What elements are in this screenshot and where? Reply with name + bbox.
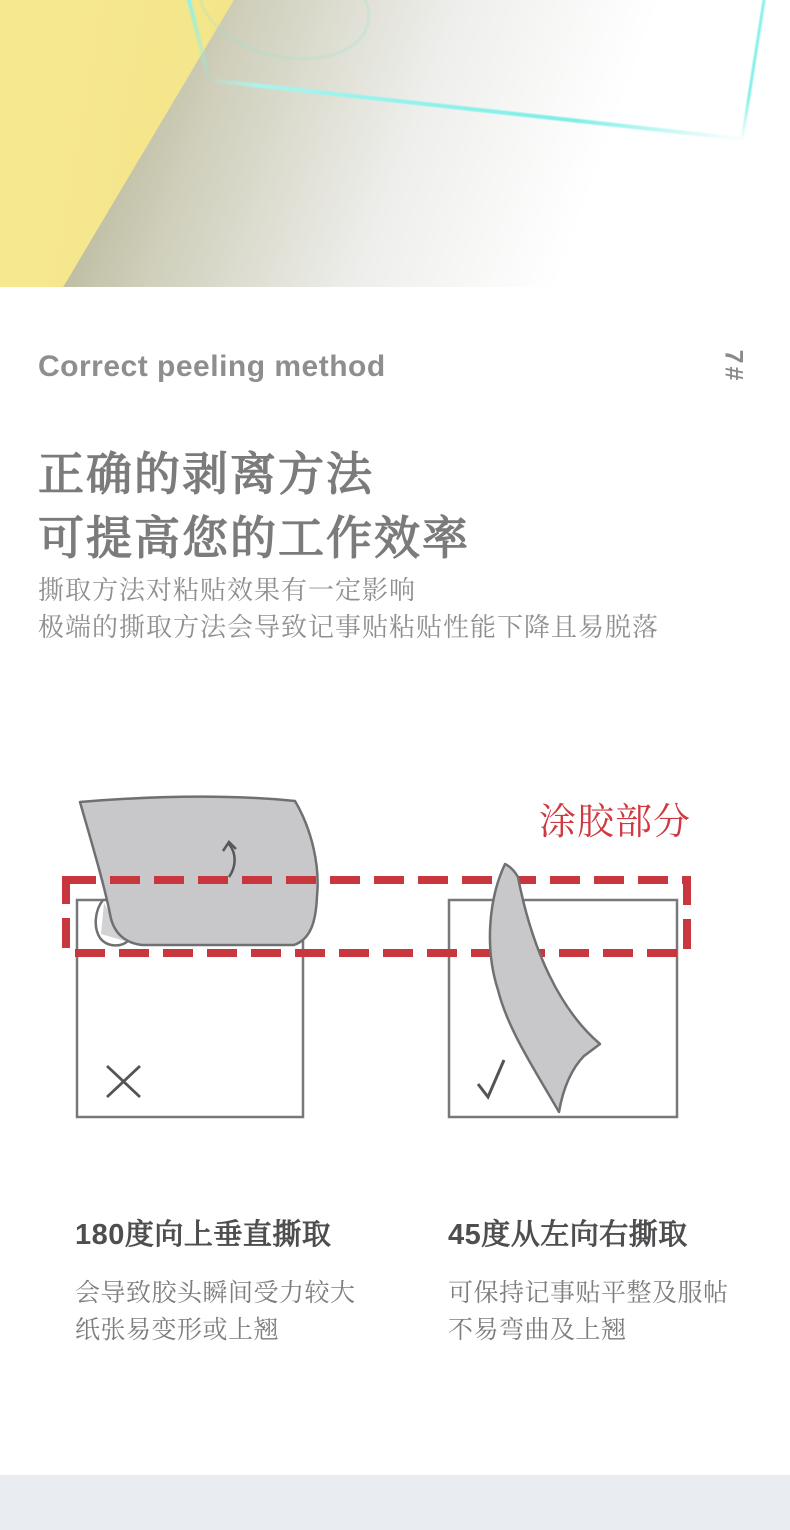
- section-title: [38, 442, 470, 570]
- correct-method-description: [448, 1275, 788, 1349]
- wrong-method-title: 180度向上垂直撕取: [75, 1219, 332, 1251]
- section-title-line2: 可提高您的工作效率: [38, 512, 470, 564]
- footer-band: [0, 1475, 790, 1530]
- correct-method-title: 45度从左向右撕取: [448, 1219, 688, 1251]
- page-number-tag: [716, 349, 760, 396]
- wrong-method-desc-line2: 纸张易变形或上翘: [75, 1316, 280, 1344]
- correct-method-caption: [448, 1212, 788, 1349]
- correct-method-desc-line1: 可保持记事贴平整及服帖: [448, 1279, 729, 1307]
- subtitle-english: Correct peeling method: [38, 350, 386, 383]
- hero-photo: [0, 0, 790, 287]
- section-description-line2: 极端的撕取方法会导致记事贴粘贴性能下降且易脱落: [38, 612, 660, 642]
- section-description-line1: 撕取方法对粘贴效果有一定影响: [38, 575, 417, 605]
- wrong-method-caption: [75, 1212, 415, 1349]
- left-folded-sheet: [80, 797, 318, 945]
- section-description: [38, 572, 659, 646]
- page-number-text: 7#: [719, 349, 748, 384]
- correct-method-desc-line2: 不易弯曲及上翘: [448, 1316, 627, 1344]
- section-title-line1: 正确的剥离方法: [38, 448, 374, 500]
- wrong-method-desc-line1: 会导致胶头瞬间受力较大: [75, 1279, 356, 1307]
- glue-area-label: 涂胶部分: [539, 801, 691, 842]
- wrong-method-description: [75, 1275, 415, 1349]
